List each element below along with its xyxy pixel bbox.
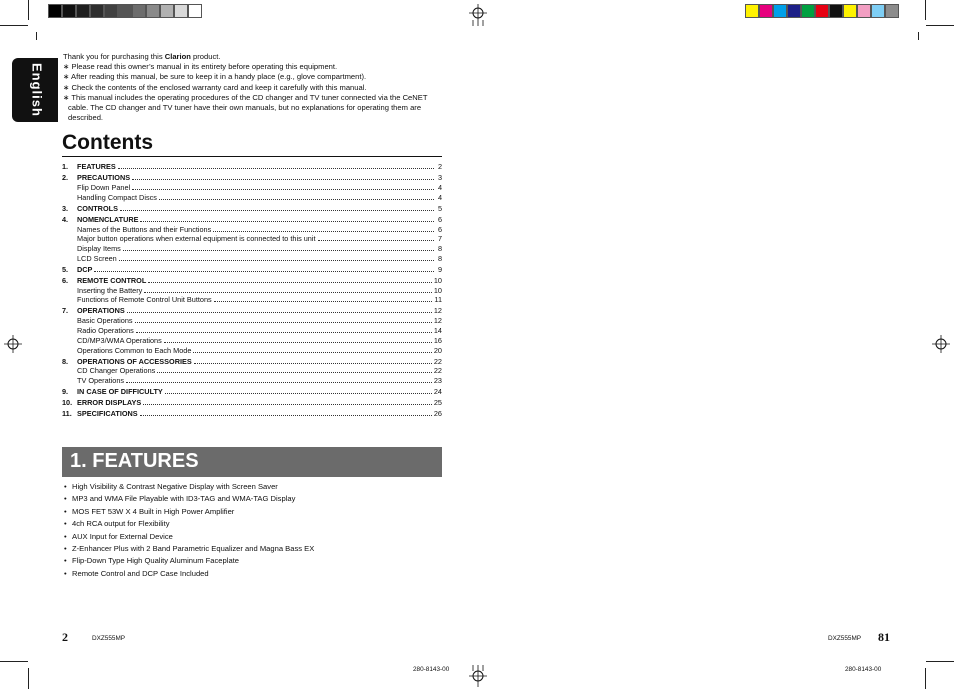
toc-leader-dots xyxy=(132,189,434,190)
toc-label: Names of the Buttons and their Functions xyxy=(77,224,212,234)
feature-text: Flip-Down Type High Quality Aluminum Faceplate xyxy=(72,556,239,566)
toc-entry[interactable] xyxy=(62,376,442,386)
color-swatch xyxy=(773,4,787,18)
registration-mark-icon xyxy=(932,335,950,353)
toc-label: Major button operations when external equipment is connected to this unit xyxy=(77,234,316,244)
color-swatch xyxy=(118,4,132,18)
trim-mark xyxy=(925,668,926,689)
toc-leader-dots xyxy=(136,332,432,333)
toc-page-number: 8 xyxy=(437,244,442,254)
toc-leader-dots xyxy=(193,352,432,353)
toc-page-number: 22 xyxy=(433,356,442,366)
part-code-left: 280-8143-00 xyxy=(413,666,450,673)
color-swatch xyxy=(857,4,871,18)
language-tab-label: English xyxy=(29,63,45,117)
toc-page-number: 14 xyxy=(433,326,442,336)
toc-label: TV Operations xyxy=(77,376,125,386)
color-swatch-bar xyxy=(745,4,899,18)
toc-entry[interactable] xyxy=(62,295,442,305)
contents-rule xyxy=(62,156,442,157)
feature-item xyxy=(62,532,442,544)
color-swatch xyxy=(829,4,843,18)
toc-number: 11. xyxy=(62,409,72,419)
toc-entry[interactable] xyxy=(62,183,442,193)
bullet-icon: • xyxy=(64,519,67,529)
intro-bullet: ∗ Check the contents of the enclosed warranty card and keep it carefully with this manual. xyxy=(63,82,367,92)
toc-label: IN CASE OF DIFFICULTY xyxy=(77,387,163,397)
toc-number: 9. xyxy=(62,387,69,397)
color-swatch xyxy=(132,4,146,18)
color-swatch xyxy=(146,4,160,18)
toc-number: 10. xyxy=(62,398,73,408)
toc-label: OPERATIONS OF ACCESSORIES xyxy=(77,356,192,366)
toc-page-number: 11 xyxy=(434,295,442,305)
toc-leader-dots xyxy=(94,271,434,272)
toc-page-number: 7 xyxy=(437,234,442,244)
toc-leader-dots xyxy=(148,282,432,283)
toc-label: SPECIFICATIONS xyxy=(77,409,138,419)
thanks-suffix: product. xyxy=(190,52,221,61)
color-swatch xyxy=(885,4,899,18)
toc-label: CD/MP3/WMA Operations xyxy=(77,335,162,345)
toc-number: 6. xyxy=(62,275,69,285)
registration-mark-icon xyxy=(469,4,487,26)
feature-item xyxy=(62,519,442,531)
color-swatch xyxy=(787,4,801,18)
color-swatch xyxy=(104,4,118,18)
toc-page-number: 22 xyxy=(433,366,442,376)
color-swatch xyxy=(871,4,885,18)
toc-page-number: 4 xyxy=(437,192,442,202)
left-model: DXZ555MP xyxy=(92,635,126,642)
toc-page-number: 5 xyxy=(437,203,442,213)
color-swatch xyxy=(174,4,188,18)
toc-label: REMOTE CONTROL xyxy=(77,275,147,285)
thanks-prefix: Thank you for purchasing this xyxy=(63,52,165,61)
color-swatch xyxy=(188,4,202,18)
toc-leader-dots xyxy=(213,231,434,232)
toc-page-number: 3 xyxy=(437,173,442,183)
toc-entry[interactable] xyxy=(62,215,442,225)
toc-label: OPERATIONS xyxy=(77,306,125,316)
trim-mark xyxy=(0,661,28,662)
color-swatch xyxy=(759,4,773,18)
toc-page-number: 6 xyxy=(437,224,442,234)
toc-entry[interactable] xyxy=(62,225,442,235)
toc-leader-dots xyxy=(118,168,434,169)
toc-leader-dots xyxy=(120,210,434,211)
toc-leader-dots xyxy=(164,342,432,343)
toc-entry[interactable] xyxy=(62,409,442,419)
toc-number: 5. xyxy=(62,264,69,274)
toc-leader-dots xyxy=(144,292,432,293)
toc-leader-dots xyxy=(119,260,434,261)
toc-label: Basic Operations xyxy=(77,316,133,326)
trim-mark xyxy=(925,0,926,20)
toc-label: ERROR DISPLAYS xyxy=(77,398,142,408)
toc-leader-dots xyxy=(126,382,432,383)
toc-entry[interactable] xyxy=(62,316,442,326)
toc-entry[interactable] xyxy=(62,254,442,264)
trim-mark xyxy=(0,25,28,26)
feature-item xyxy=(62,556,442,568)
toc-entry[interactable] xyxy=(62,276,442,286)
color-swatch xyxy=(160,4,174,18)
feature-text: MP3 and WMA File Playable with ID3-TAG and WMA-TAG Display xyxy=(72,494,296,504)
toc-leader-dots xyxy=(194,363,432,364)
toc-entry[interactable] xyxy=(62,173,442,183)
bullet-icon: • xyxy=(64,494,67,504)
toc-leader-dots xyxy=(140,415,432,416)
toc-leader-dots xyxy=(159,199,434,200)
toc-label: PRECAUTIONS xyxy=(77,173,131,183)
toc-leader-dots xyxy=(143,404,432,405)
intro-bullet: ∗ This manual includes the operating procedures of the CD changer and TV tuner connected via the CeNET cable. The CD changer and TV tuner have their own manuals, but no explanations for operating them are described. xyxy=(63,92,428,123)
toc-page-number: 9 xyxy=(437,264,442,274)
registration-mark-icon xyxy=(4,335,22,353)
bullet-icon: • xyxy=(64,482,67,491)
color-swatch xyxy=(48,4,62,18)
trim-mark xyxy=(926,661,954,662)
toc-page-number: 10 xyxy=(433,275,442,285)
toc-entry[interactable] xyxy=(62,366,442,376)
toc-entry[interactable] xyxy=(62,244,442,254)
toc-leader-dots xyxy=(214,301,433,302)
toc-page-number: 20 xyxy=(433,345,442,355)
toc-entry[interactable] xyxy=(62,398,442,408)
toc-entry[interactable] xyxy=(62,326,442,336)
color-swatch xyxy=(801,4,815,18)
toc-leader-dots xyxy=(127,312,432,313)
toc-page-number: 24 xyxy=(433,387,442,397)
toc-entry[interactable] xyxy=(62,286,442,296)
grayscale-swatch-bar xyxy=(48,4,202,18)
toc-entry[interactable] xyxy=(62,204,442,214)
feature-text: MOS FET 53W X 4 Built in High Power Amplifier xyxy=(72,506,235,516)
toc-number: 3. xyxy=(62,203,69,213)
toc-entry[interactable] xyxy=(62,265,442,275)
toc-leader-dots xyxy=(165,393,432,394)
feature-item xyxy=(62,507,442,519)
toc-number: 4. xyxy=(62,214,69,224)
bullet-icon: • xyxy=(64,543,67,553)
intro-bullet: ∗ Please read this owner’s manual in its entirety before operating this equipment. xyxy=(63,62,338,72)
toc-entry[interactable] xyxy=(62,357,442,367)
feature-item xyxy=(62,494,442,506)
toc-page-number: 23 xyxy=(433,376,442,386)
toc-page-number: 12 xyxy=(433,306,442,316)
toc-entry[interactable] xyxy=(62,193,442,203)
trim-mark xyxy=(926,25,954,26)
right-model: DXZ555MP xyxy=(828,635,862,642)
color-swatch xyxy=(843,4,857,18)
toc-entry[interactable] xyxy=(62,387,442,397)
feature-text: Z-Enhancer Plus with 2 Band Parametric Equalizer and Magna Bass EX xyxy=(72,543,315,553)
toc-leader-dots xyxy=(132,179,434,180)
toc-label: CONTROLS xyxy=(77,203,118,213)
feature-text: High Visibility & Contrast Negative Display with Screen Saver xyxy=(72,482,278,491)
feature-text: 4ch RCA output for Flexibility xyxy=(72,519,170,529)
bullet-icon: • xyxy=(64,506,67,516)
color-swatch xyxy=(76,4,90,18)
table-of-contents xyxy=(62,161,442,419)
bullet-icon: • xyxy=(64,568,67,578)
toc-number: 2. xyxy=(62,173,69,183)
toc-label: Flip Down Panel xyxy=(77,182,131,192)
toc-leader-dots xyxy=(123,250,434,251)
toc-leader-dots xyxy=(318,240,434,241)
toc-page-number: 8 xyxy=(437,253,442,263)
toc-entry[interactable] xyxy=(62,306,442,316)
intro-bullets xyxy=(63,62,443,123)
toc-label: Inserting the Battery xyxy=(77,285,143,295)
toc-page-number: 12 xyxy=(433,316,442,326)
toc-label: Handling Compact Discs xyxy=(77,192,157,202)
feature-text: AUX Input for External Device xyxy=(72,531,173,541)
toc-entry[interactable] xyxy=(62,234,442,244)
toc-number: 1. xyxy=(62,162,69,172)
features-list xyxy=(62,482,442,581)
toc-number: 7. xyxy=(62,306,69,316)
toc-number: 8. xyxy=(62,356,69,366)
toc-page-number: 6 xyxy=(437,214,442,224)
toc-label: FEATURES xyxy=(77,162,116,172)
contents-heading: Contents xyxy=(62,131,153,154)
toc-entry[interactable] xyxy=(62,346,442,356)
thanks-line xyxy=(63,52,443,62)
toc-page-number: 10 xyxy=(433,285,442,295)
toc-page-number: 25 xyxy=(433,398,442,408)
feature-item xyxy=(62,544,442,556)
toc-entry[interactable] xyxy=(62,162,442,172)
part-code-right: 280-8143-00 xyxy=(845,666,882,673)
registration-mark-icon xyxy=(469,665,487,687)
toc-label: Operations Common to Each Mode xyxy=(77,345,192,355)
color-swatch xyxy=(745,4,759,18)
color-swatch xyxy=(815,4,829,18)
toc-page-number: 4 xyxy=(437,182,442,192)
right-page-number: 81 xyxy=(878,630,890,644)
toc-label: Radio Operations xyxy=(77,326,134,336)
toc-leader-dots xyxy=(135,322,432,323)
bullet-icon: • xyxy=(64,531,67,541)
toc-label: CD Changer Operations xyxy=(77,366,156,376)
left-page-number: 2 xyxy=(62,630,68,644)
toc-label: DCP xyxy=(77,264,93,274)
toc-label: Display Items xyxy=(77,244,121,254)
toc-page-number: 16 xyxy=(433,335,442,345)
intro-bullet: ∗ After reading this manual, be sure to keep it in a handy place (e.g., glove compartment). xyxy=(63,72,367,82)
trim-mark xyxy=(28,0,29,20)
toc-page-number: 26 xyxy=(433,409,442,419)
color-swatch xyxy=(62,4,76,18)
toc-label: LCD Screen xyxy=(77,253,117,263)
toc-page-number: 2 xyxy=(437,162,442,172)
trim-mark xyxy=(918,32,919,40)
features-heading: 1. FEATURES xyxy=(70,450,199,472)
feature-item xyxy=(62,482,442,494)
toc-leader-dots xyxy=(157,372,432,373)
brand-name: Clarion xyxy=(164,52,191,61)
trim-mark xyxy=(36,32,37,40)
toc-label: NOMENCLATURE xyxy=(77,214,139,224)
bullet-icon: • xyxy=(64,556,67,566)
feature-item xyxy=(62,569,442,581)
feature-text: Remote Control and DCP Case Included xyxy=(72,568,209,578)
intro-text xyxy=(63,52,443,123)
toc-entry[interactable] xyxy=(62,336,442,346)
toc-label: Functions of Remote Control Unit Buttons xyxy=(77,295,212,305)
toc-leader-dots xyxy=(140,221,434,222)
trim-mark xyxy=(28,668,29,689)
color-swatch xyxy=(90,4,104,18)
